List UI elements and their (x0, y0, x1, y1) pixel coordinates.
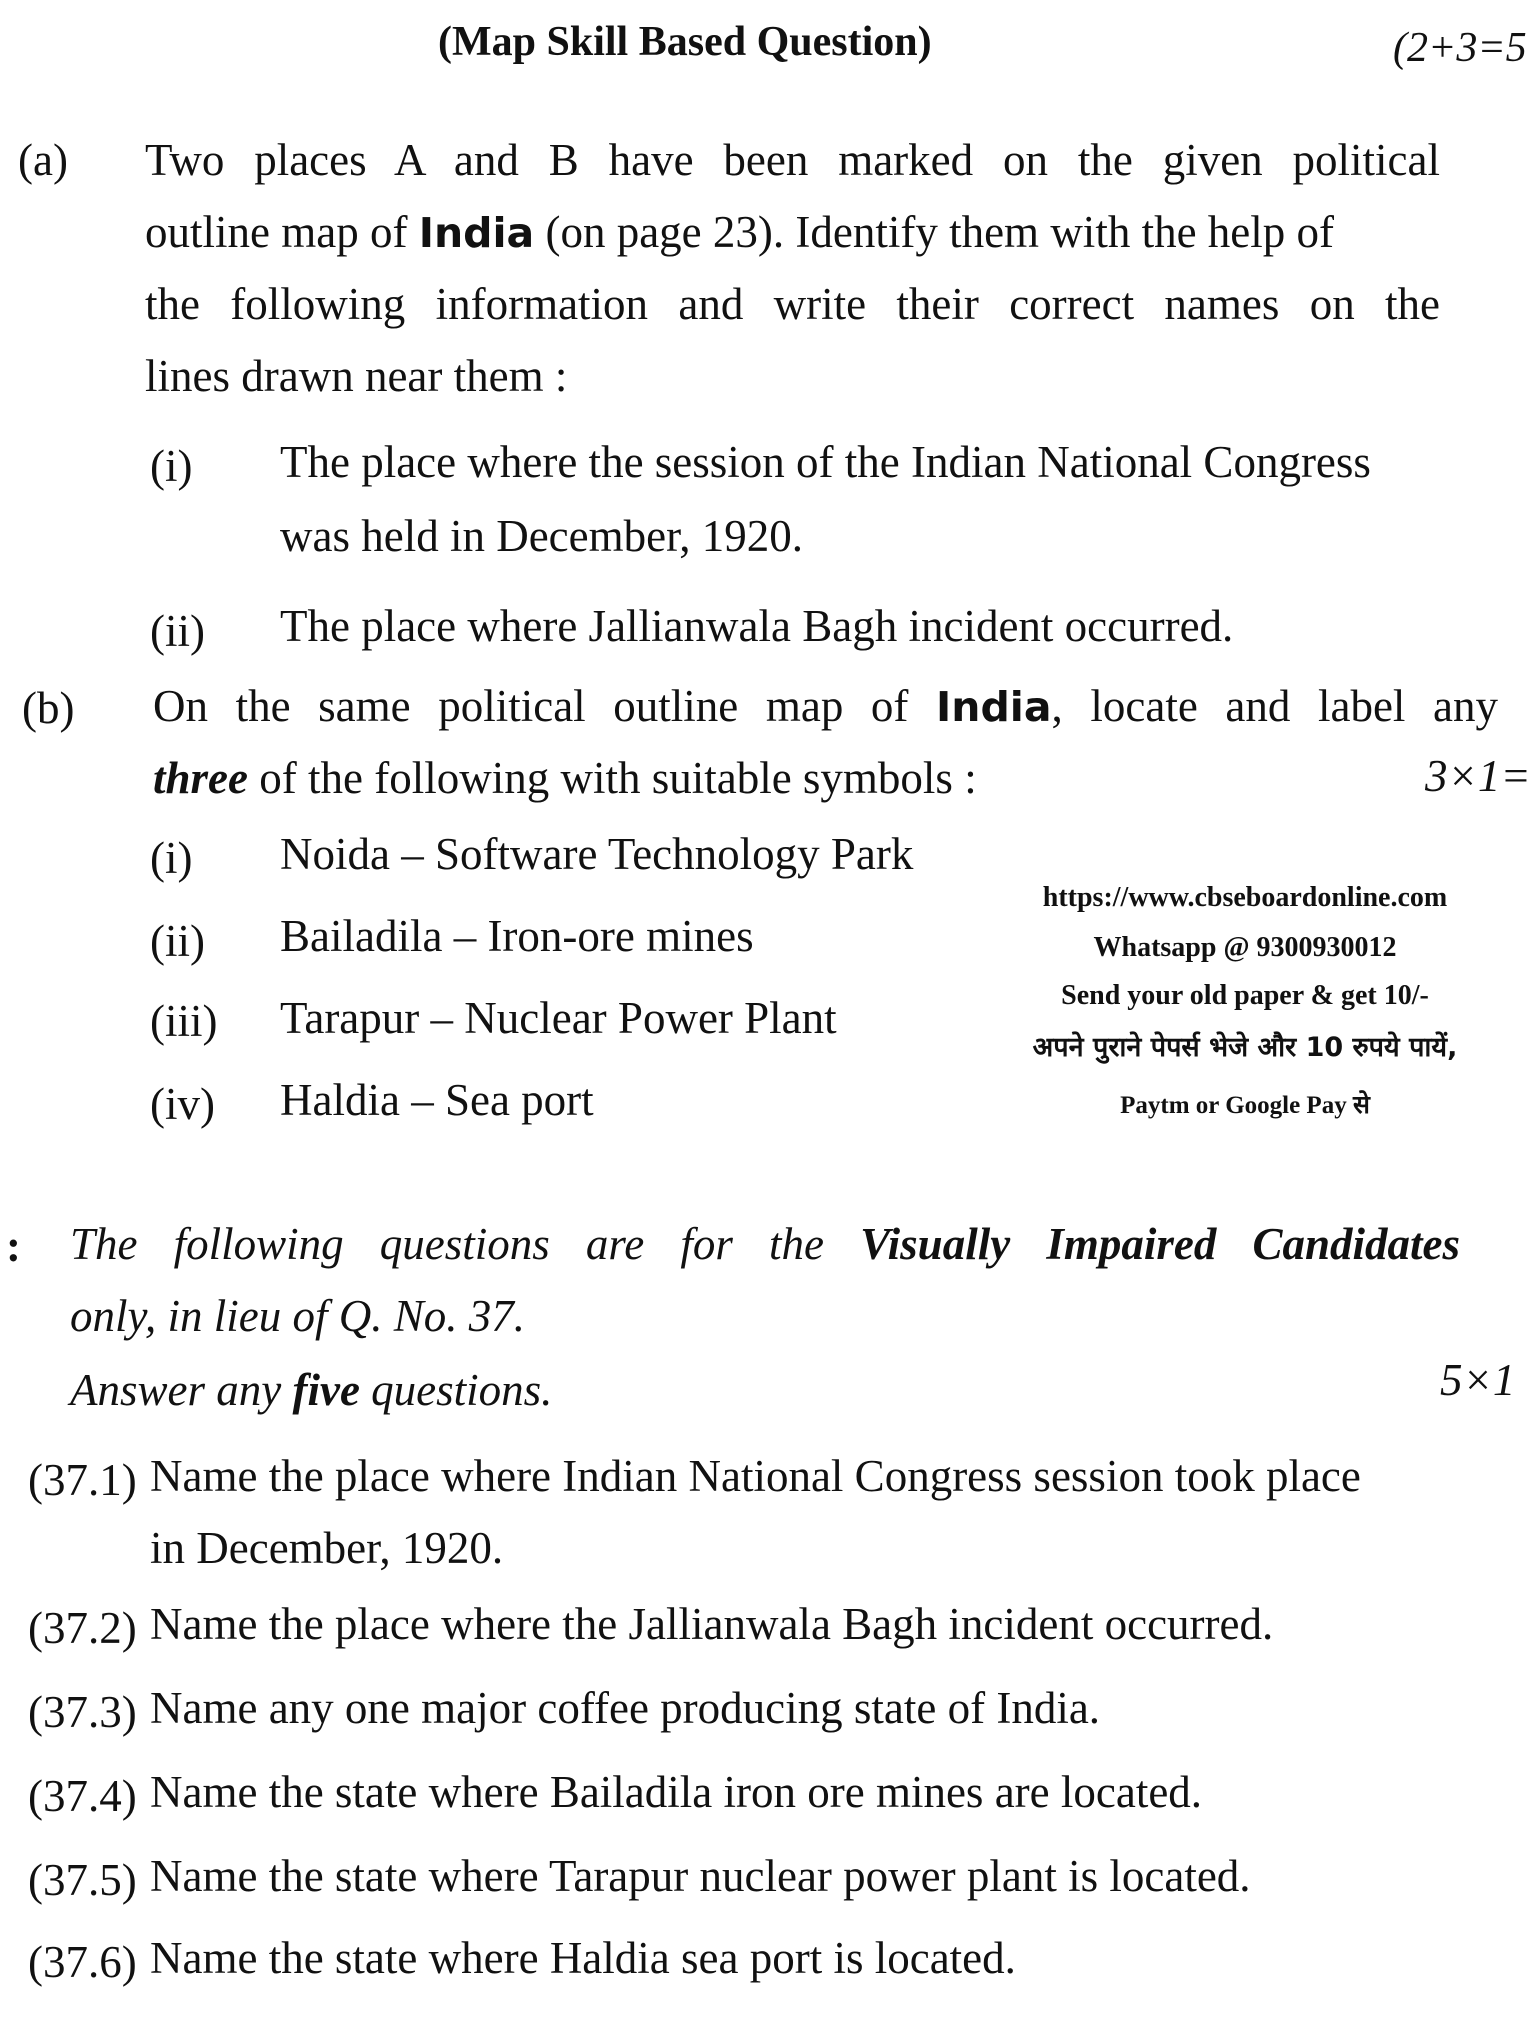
vi-intro-1-pre: The following questions are for the (70, 1219, 861, 1269)
part-a-intro-line-3: the following information and write their correct names on the (145, 279, 1440, 329)
watermark-whatsapp: Whatsapp @ 9300930012 (1093, 932, 1397, 963)
part-b-item-text: Noida – Software Technology Park (280, 829, 914, 879)
part-a-label: (a) (18, 135, 68, 185)
part-b-intro-line-1 (153, 670, 1498, 743)
part-b-item-number: (i) (150, 833, 193, 883)
vi-question-number: (37.5) (28, 1855, 137, 1905)
part-b-item-text: Bailadila – Iron-ore mines (280, 911, 754, 961)
watermark-offer: Send your old paper & get 10/- (1061, 980, 1429, 1011)
page-title: (Map Skill Based Question) (438, 19, 932, 65)
part-a-intro-line-2 (145, 196, 1334, 269)
part-b-country: India (936, 683, 1052, 731)
vi-answer-post: questions. (359, 1365, 553, 1415)
vi-question-text: in December, 1920. (150, 1523, 504, 1573)
vi-answer-pre: Answer any (70, 1365, 293, 1415)
vi-intro-line-2: only, in lieu of Q. No. 37. (70, 1291, 525, 1341)
part-a-item-text: The place where Jallianwala Bagh incident occurred. (280, 601, 1234, 651)
part-a-item-number: (ii) (150, 606, 205, 656)
total-marks: (2+3=5 (1393, 25, 1527, 71)
part-a-intro-line-1: Two places A and B have been marked on the given political (145, 135, 1440, 185)
watermark-hindi: अपने पुराने पेपर्स भेजे और 10 रुपये पायें, (1032, 1032, 1458, 1063)
vi-question-text: Name any one major coffee producing state of India. (150, 1683, 1101, 1733)
vi-answer-instruction (70, 1354, 552, 1426)
part-b-intro-line-2 (153, 742, 977, 814)
part-b-intro-1-pre: On the same political outline map of (153, 681, 937, 731)
vi-question-text: Name the place where the Jallianwala Bagh incident occurred. (150, 1599, 1274, 1649)
part-a-intro-2-pre: outline map of (145, 207, 419, 257)
vi-answer-count: five (292, 1365, 360, 1415)
vi-question-number: (37.4) (28, 1771, 137, 1821)
vi-question-number: (37.2) (28, 1603, 137, 1653)
vi-intro-line-1 (70, 1208, 1460, 1280)
vi-question-text: Name the state where Tarapur nuclear power plant is located. (150, 1851, 1251, 1901)
watermark-url: https://www.cbseboardonline.com (1042, 882, 1448, 913)
vi-question-text: Name the place where Indian National Congress session took place (150, 1451, 1361, 1501)
part-b-intro-1-post: , locate and label any (1051, 681, 1498, 731)
part-b-item-text: Haldia – Sea port (280, 1075, 594, 1125)
part-b-count: three (153, 753, 248, 803)
part-a-item-text: The place where the session of the Indian National Congress (280, 437, 1371, 487)
part-a-item-number: (i) (150, 441, 193, 491)
vi-marks: 5×1 (1440, 1355, 1516, 1405)
part-a-intro-2-post: (on page 23). Identify them with the help of (534, 207, 1335, 257)
watermark-payment: Paytm or Google Pay से (1120, 1092, 1370, 1119)
vi-candidates: Visually Impaired Candidates (860, 1219, 1460, 1269)
part-a-country: India (418, 209, 535, 257)
part-b-intro-2-post: of the following with suitable symbols : (248, 753, 977, 803)
part-b-item-number: (ii) (150, 916, 205, 966)
part-b-item-number: (iii) (150, 996, 218, 1046)
part-b-item-number: (iv) (150, 1079, 215, 1129)
part-b-item-text: Tarapur – Nuclear Power Plant (280, 993, 837, 1043)
part-b-label: (b) (22, 683, 75, 733)
part-a-item-text: was held in December, 1920. (280, 511, 804, 561)
vi-question-text: Name the state where Haldia sea port is located. (150, 1933, 1016, 1983)
vi-colon: : (6, 1221, 21, 1271)
vi-question-number: (37.6) (28, 1937, 137, 1987)
vi-question-number: (37.1) (28, 1455, 137, 1505)
part-a-intro-line-4: lines drawn near them : (145, 351, 568, 401)
vi-question-text: Name the state where Bailadila iron ore mines are located. (150, 1767, 1203, 1817)
vi-question-number: (37.3) (28, 1687, 137, 1737)
part-b-marks: 3×1= (1425, 751, 1531, 801)
